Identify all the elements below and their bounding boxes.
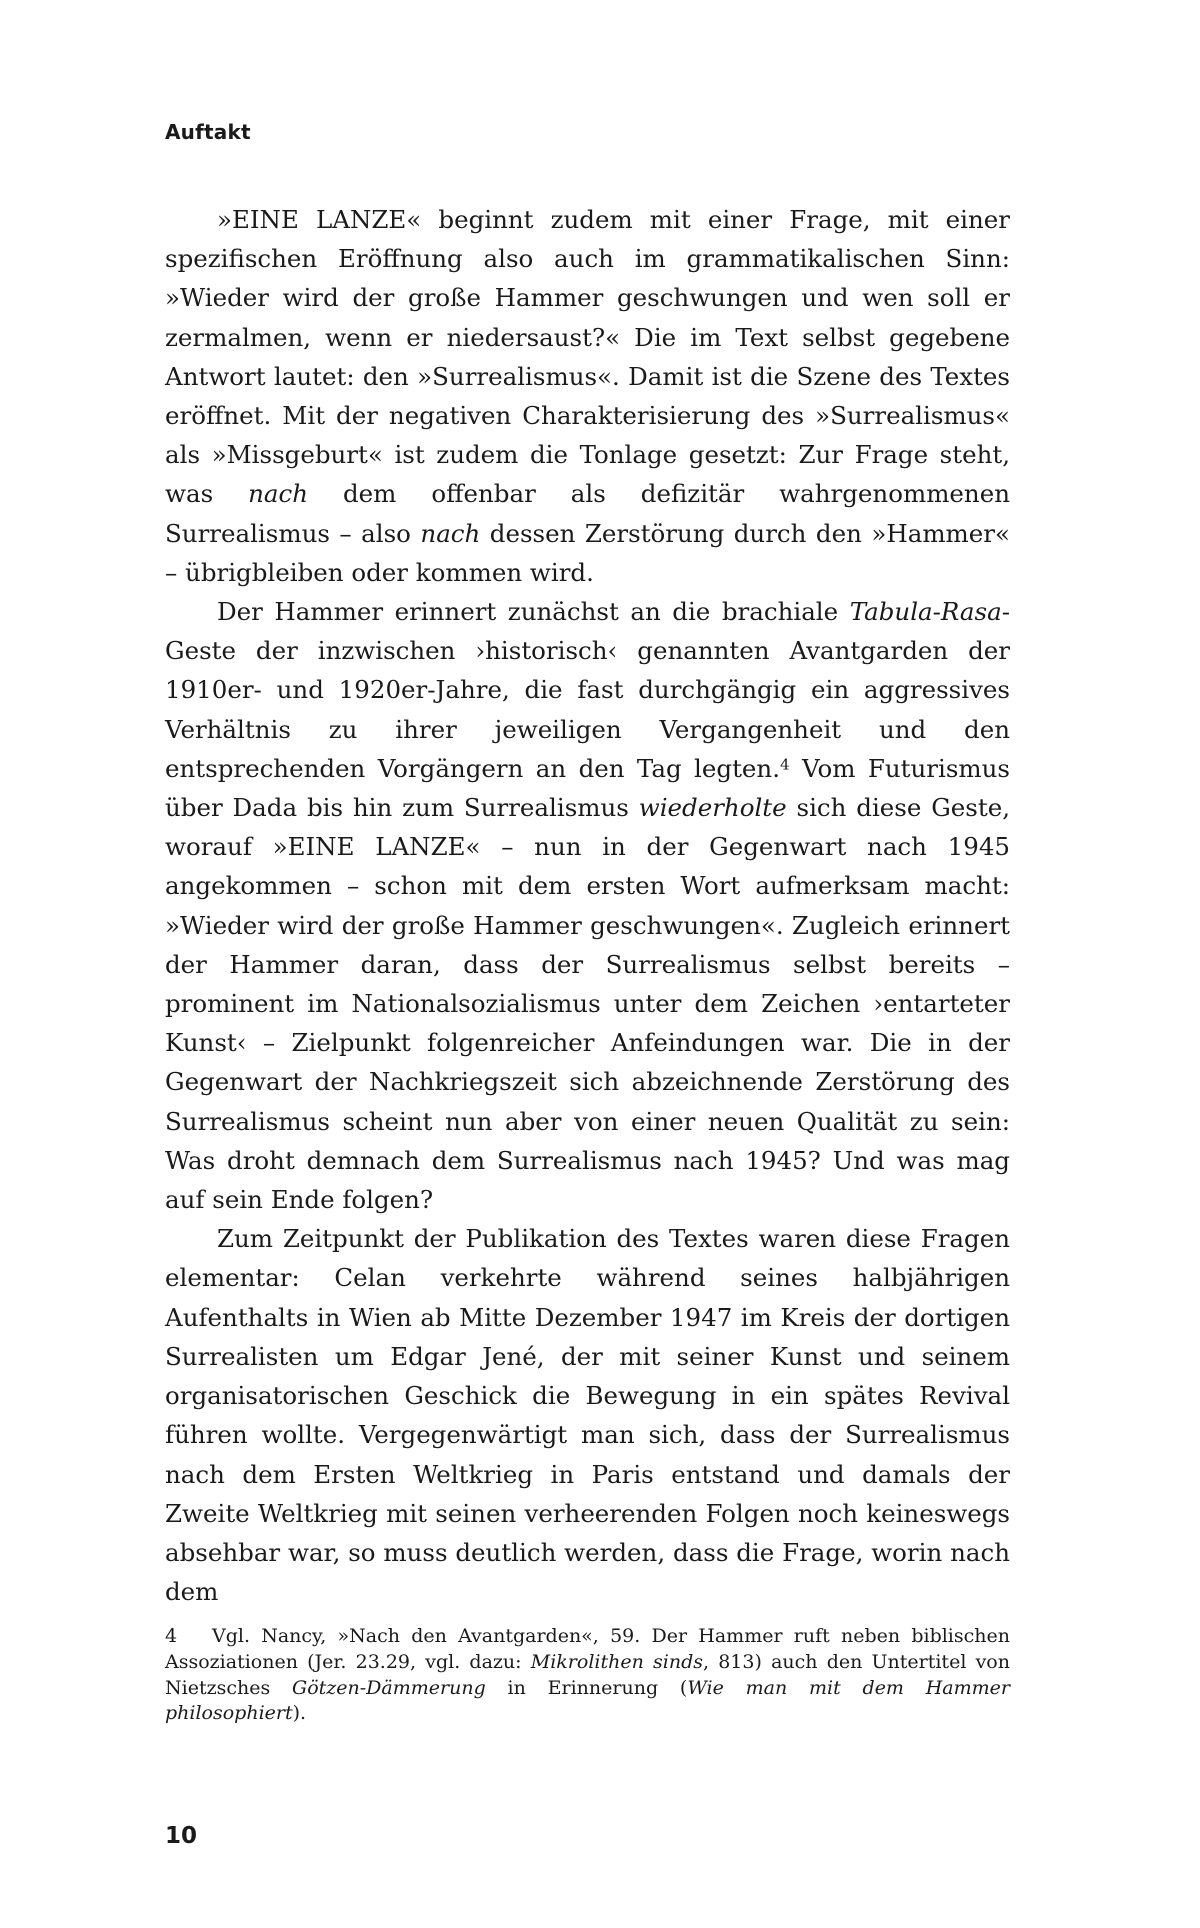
italic-text: nach bbox=[248, 479, 309, 509]
text-run: ). bbox=[292, 1702, 307, 1725]
italic-text: Tabula-Rasa bbox=[849, 597, 1002, 627]
running-head: Auftakt bbox=[165, 120, 251, 144]
page-number: 10 bbox=[165, 1823, 198, 1849]
italic-text: Mikrolithen sinds bbox=[530, 1650, 703, 1673]
footnote-text bbox=[165, 1625, 1010, 1724]
text-run: Der Hammer erinnert zunächst an die brachiale bbox=[217, 597, 850, 627]
text-run: Vgl. Nancy, »Nach den Avantgarden«, 59. Der Hammer ruft neben biblischen Assoziationen (Jer. 23.29, vgl. dazu: bbox=[165, 1625, 1010, 1673]
paragraph bbox=[165, 1219, 1010, 1611]
footnotes bbox=[165, 1624, 1010, 1727]
footnote-number: 4 bbox=[165, 1625, 178, 1647]
footnote bbox=[165, 1624, 1010, 1727]
main-text bbox=[165, 200, 1010, 1611]
paragraph bbox=[165, 200, 1010, 592]
text-run: in Erinnerung ( bbox=[485, 1676, 688, 1699]
paragraph bbox=[165, 592, 1010, 1219]
text-run: -Geste der inzwischen ›historisch‹ genannten Avantgarden der 1910er- und 1920er-Jahre, die fast durchgängig ein aggressives Verhältnis zu ihrer jeweiligen Vergangenheit und den entsprechenden Vorgängern an den Tag legten. bbox=[165, 597, 1010, 783]
text-run: Vom Futurismus über Dada bis hin zum Surrealismus bbox=[165, 753, 1010, 823]
text-run: , 813) auch den Untertitel von Nietzsches bbox=[165, 1650, 1010, 1699]
text-run: »EINE LANZE« beginnt zudem mit einer Frage, mit einer spezifischen Eröffnung also auch im grammatikalischen Sinn: »Wieder wird der große Hammer geschwungen und wen soll er zermalmen, wenn er niedersaust?« Die im Text selbst gegebene Antwort lautet: den »Surrealismus«. Damit ist die Szene des Textes eröffnet. Mit der negativen Charakterisierung des »Surrealismus« als »Missgeburt« ist zudem die Tonlage gesetzt: Zur Frage steht, was bbox=[165, 205, 1010, 509]
text-run: dem offenbar als defizitär wahrgenommenen Surrealismus – also bbox=[165, 479, 1010, 548]
text-run: Zum Zeitpunkt der Publikation des Textes waren diese Fragen elementar: Celan verkehrte während seines halbjährigen Aufenthalts in Wien ab Mitte Dezember 1947 im Kreis der dortigen Surrealisten um Edgar Jené, der mit seiner Kunst und seinem organisatorischen Geschick die Bewegung in ein spätes Revival führen wollte. Vergegenwärtigt man sich, dass der Surrealismus nach dem Ersten Weltkrieg in Paris entstand und damals der Zweite Weltkrieg mit seinen verheerenden Folgen noch keineswegs absehbar war, so muss deutlich werden, dass die Frage, worin nach dem bbox=[165, 1224, 1010, 1607]
italic-text: Wie man mit dem Hammer philosophiert bbox=[165, 1676, 1010, 1725]
italic-text: nach bbox=[420, 518, 481, 548]
footnote-reference: 4 bbox=[779, 755, 790, 774]
text-run: sich diese Geste, worauf »EINE LANZE« – nun in der Gegenwart nach 1945 angekommen – schon mit dem ersten Wort aufmerksam macht: »Wieder wird der große Hammer geschwungen«. Zugleich erinnert der Hammer daran, dass der Surrealismus selbst bereits – prominent im Nationalsozialismus unter dem Zeichen ›entarteter Kunst‹ – Zielpunkt folgenreicher Anfeindungen war. Die in der Gegenwart der Nachkriegszeit sich abzeichnende Zerstörung des Surrealismus scheint nun aber von einer neuen Qualität zu sein: Was droht demnach dem Surrealismus nach 1945? Und was mag auf sein Ende folgen? bbox=[165, 793, 1011, 1215]
italic-text: Götzen-Dämmerung bbox=[292, 1676, 486, 1699]
italic-text: wiederholte bbox=[638, 793, 787, 823]
text-run: dessen Zerstörung durch den »Hammer« – übrigbleiben oder kommen wird. bbox=[165, 518, 1010, 587]
